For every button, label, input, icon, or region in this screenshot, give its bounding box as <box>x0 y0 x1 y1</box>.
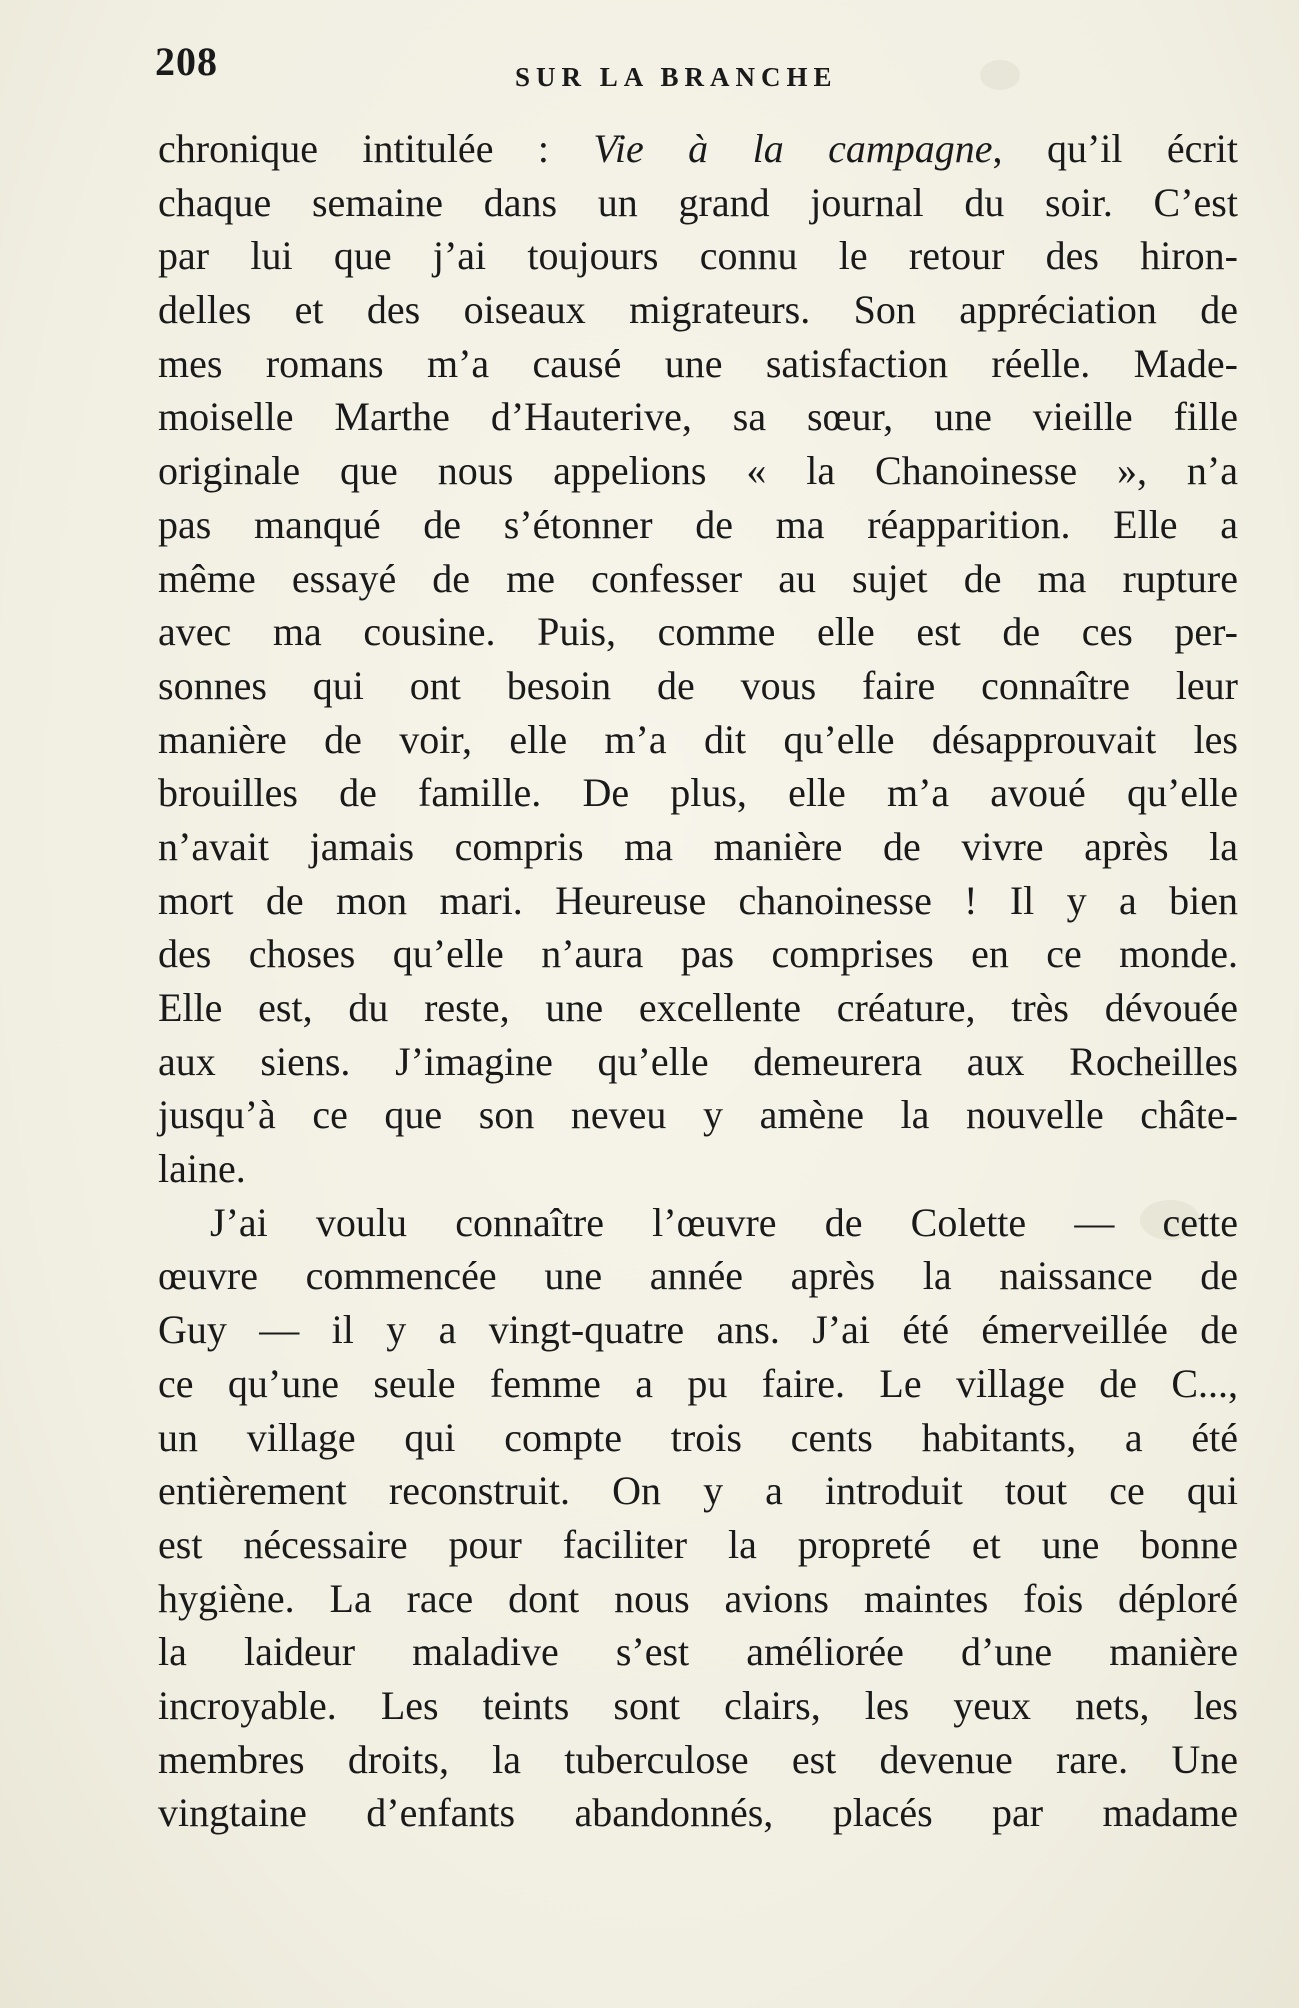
text-line-6: moiselle Marthe d’Hauterive, sa sœur, une vieille fille <box>158 394 1238 440</box>
text-line-29: la laideur maladive s’est améliorée d’une manière <box>158 1629 1238 1675</box>
text-line-27: est nécessaire pour faciliter la propreté et une bonne <box>158 1521 1238 1567</box>
text-line-9: même essayé de me confesser au sujet de ma rupture <box>158 555 1238 601</box>
running-head <box>155 38 1235 98</box>
text-line-5: mes romans m’a causé une satisfaction réelle. Made- <box>158 340 1238 386</box>
italic-title: Vie à la campagne <box>593 126 993 171</box>
line-1-prefix: chronique intitulée : <box>158 126 594 171</box>
text-line-11: sonnes qui ont besoin de vous faire connaître leur <box>158 662 1238 708</box>
text-line-4: delles et des oiseaux migrateurs. Son appréciation de <box>158 287 1238 333</box>
text-line-31: membres droits, la tuberculose est devenue rare. Une <box>158 1736 1238 1782</box>
text-line-22: œuvre commencée une année après la naissance de <box>158 1253 1238 1299</box>
text-line-23: Guy — il y a vingt-quatre ans. J’ai été émerveillée de <box>158 1307 1238 1353</box>
text-line-7: originale que nous appelions « la Chanoinesse », n’a <box>158 448 1238 494</box>
text-line-25: un village qui compte trois cents habitants, a été <box>158 1414 1238 1460</box>
text-line-21: J’ai voulu connaître l’œuvre de Colette — cette <box>210 1199 1238 1245</box>
text-line-10: avec ma cousine. Puis, comme elle est de ces per- <box>158 609 1238 655</box>
body-text <box>158 122 1238 1840</box>
text-line-19: jusqu’à ce que son neveu y amène la nouvelle châte- <box>158 1092 1238 1138</box>
text-line-32: vingtaine d’enfants abandonnés, placés par madame <box>158 1790 1238 1836</box>
text-line-24: ce qu’une seule femme a pu faire. Le village de C..., <box>158 1360 1238 1406</box>
text-line-12: manière de voir, elle m’a dit qu’elle désapprouvait les <box>158 716 1238 762</box>
text-line-1 <box>158 122 1238 176</box>
text-line-16: des choses qu’elle n’aura pas comprises en ce monde. <box>158 931 1238 977</box>
text-line-13: brouilles de famille. De plus, elle m’a avoué qu’elle <box>158 770 1238 816</box>
text-line-30: incroyable. Les teints sont clairs, les yeux nets, les <box>158 1682 1238 1728</box>
line-1-suffix: , qu’il écrit <box>992 126 1238 171</box>
text-line-20: laine. <box>158 1146 246 1192</box>
text-line-8: pas manqué de s’étonner de ma réapparition. Elle a <box>158 501 1238 547</box>
text-line-15: mort de mon mari. Heureuse chanoinesse ! Il y a bien <box>158 877 1238 923</box>
text-line-14: n’avait jamais compris ma manière de vivre après la <box>158 823 1238 869</box>
text-line-26: entièrement reconstruit. On y a introduit tout ce qui <box>158 1468 1238 1514</box>
text-line-28: hygiène. La race dont nous avions maintes fois déploré <box>158 1575 1238 1621</box>
text-line-18: aux siens. J’imagine qu’elle demeurera aux Rocheilles <box>158 1038 1238 1084</box>
page-number: 208 <box>155 39 218 84</box>
running-title: SUR LA BRANCHE <box>515 62 838 92</box>
text-line-3: par lui que j’ai toujours connu le retour des hiron- <box>158 233 1238 279</box>
text-line-2: chaque semaine dans un grand journal du soir. C’est <box>158 179 1238 225</box>
text-line-17: Elle est, du reste, une excellente créature, très dévouée <box>158 985 1238 1030</box>
